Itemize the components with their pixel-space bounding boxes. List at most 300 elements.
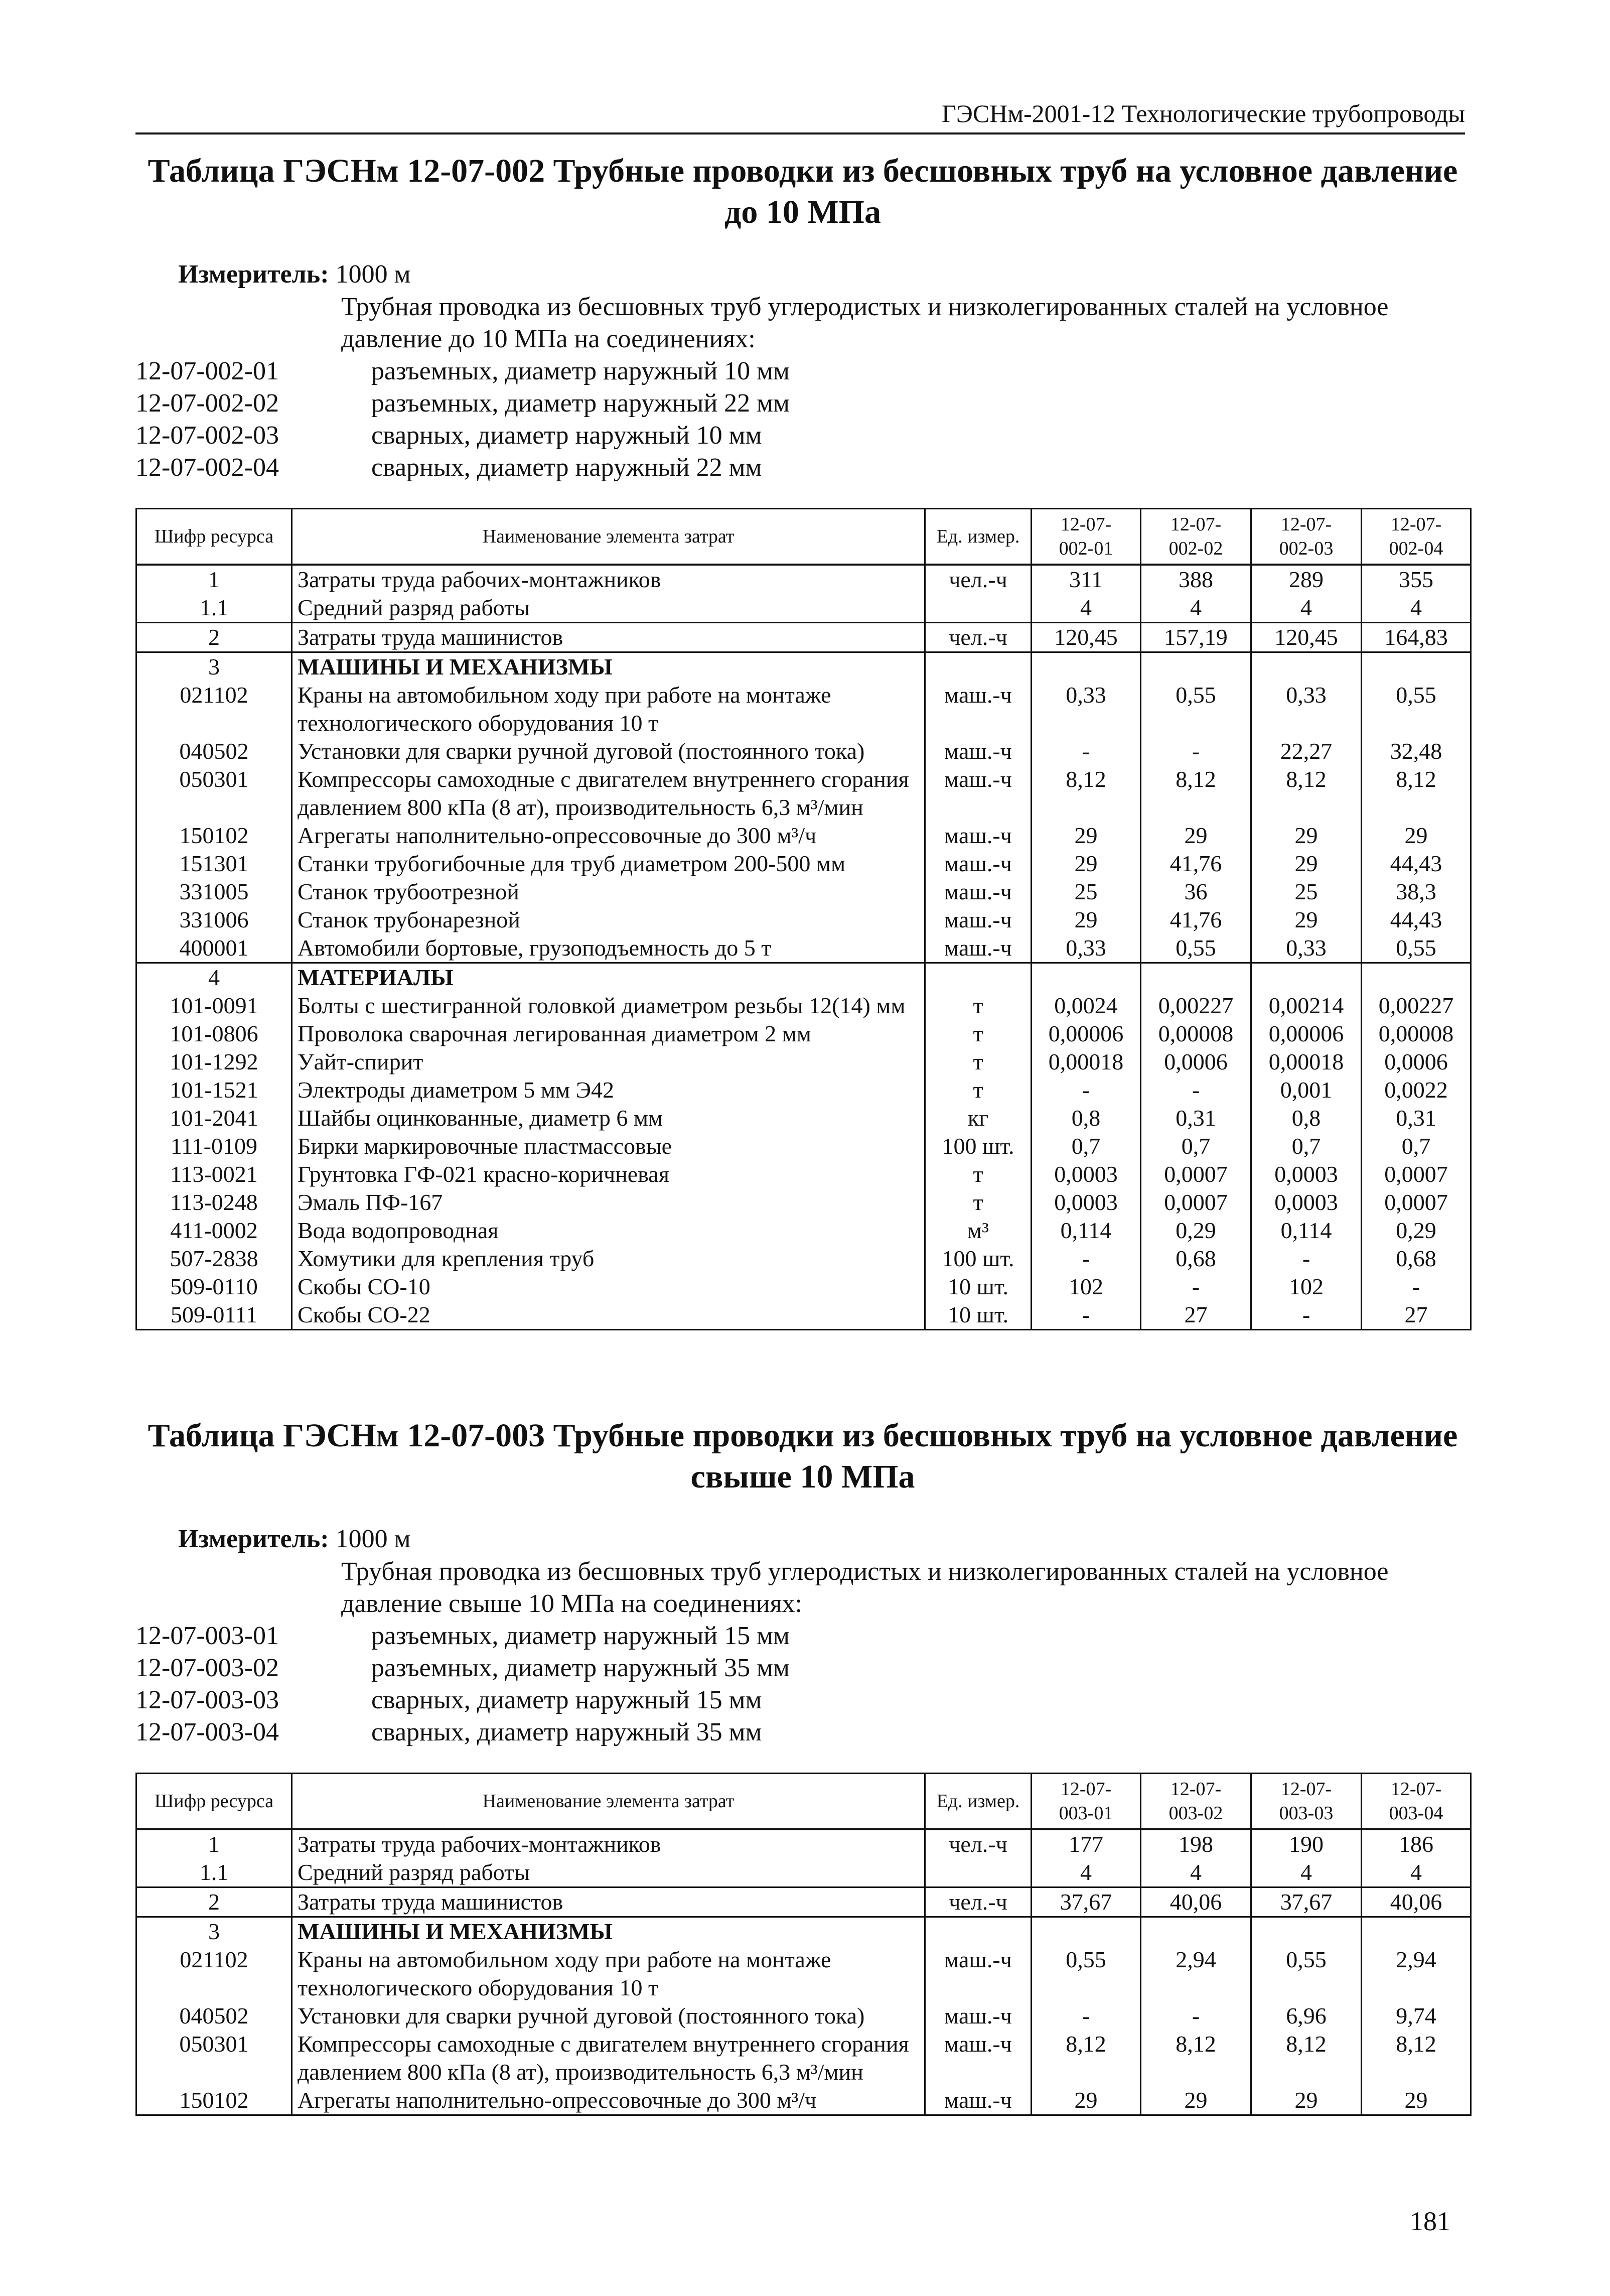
cell-value-3: 0,114 [1251, 1217, 1362, 1245]
header-unit: Ед. измер. [925, 1774, 1032, 1830]
cell-value-4: - [1362, 1273, 1471, 1301]
cell-name: Агрегаты наполнительно-опрессовочные до 300 м³/ч [292, 2086, 925, 2115]
cell-unit [925, 652, 1032, 682]
cell-value-2: 157,19 [1141, 623, 1251, 652]
cell-value-3: 289 [1251, 565, 1362, 594]
cell-value-4: 4 [1362, 594, 1471, 623]
variant-item [135, 1652, 1470, 1684]
cell-unit: т [925, 1076, 1032, 1104]
cell-name: Установки для сварки ручной дуговой (постоянного тока) [292, 737, 925, 765]
variant-description: сварных, диаметр наружный 15 мм [371, 1686, 762, 1714]
cell-name: Станки трубогибочные для труб диаметром 200-500 мм [292, 850, 925, 878]
cell-unit: чел.-ч [925, 1887, 1032, 1917]
variant-description: разъемных, диаметр наружный 15 мм [371, 1622, 790, 1650]
cell-name: Станок трубоотрезной [292, 878, 925, 906]
cell-value-2: 0,0007 [1141, 1188, 1251, 1217]
cell-value-4: 0,55 [1362, 934, 1471, 963]
cell-value-4: 0,7 [1362, 1132, 1471, 1160]
cell-unit: маш.-ч [925, 2002, 1032, 2030]
table-row [136, 1829, 1471, 1858]
cell-value-1 [1032, 963, 1141, 992]
cell-unit: маш.-ч [925, 822, 1032, 850]
cell-value-1: 0,00018 [1032, 1048, 1141, 1076]
cell-value-1: 8,12 [1032, 2030, 1141, 2086]
cell-unit [925, 1917, 1032, 1946]
variant-list [135, 1620, 1470, 1748]
cell-value-4: 0,0007 [1362, 1160, 1471, 1188]
cell-value-3: 0,55 [1251, 1946, 1362, 2002]
table-row [136, 623, 1471, 652]
cell-value-2: 29 [1141, 2086, 1251, 2115]
header-col-2: 12-07- 002-02 [1141, 509, 1251, 565]
cell-name: Болты с шестигранной головкой диаметром резьбы 12(14) мм [292, 992, 925, 1020]
cell-value-4: 0,00008 [1362, 1020, 1471, 1048]
variant-item [135, 1684, 1470, 1716]
cell-value-3: 0,8 [1251, 1104, 1362, 1132]
cell-value-1: - [1032, 1076, 1141, 1104]
cell-value-1: 0,33 [1032, 681, 1141, 737]
cell-value-3: 0,00214 [1251, 992, 1362, 1020]
cell-value-4: 0,31 [1362, 1104, 1471, 1132]
cell-value-2: 29 [1141, 822, 1251, 850]
cell-value-1 [1032, 652, 1141, 682]
cell-value-1: 0,7 [1032, 1132, 1141, 1160]
cell-unit: 10 шт. [925, 1273, 1032, 1301]
cell-unit: чел.-ч [925, 1829, 1032, 1858]
table-row [136, 822, 1471, 850]
variant-description: разъемных, диаметр наружный 10 мм [371, 357, 790, 385]
cell-value-1: - [1032, 737, 1141, 765]
variant-description: разъемных, диаметр наружный 22 мм [371, 389, 790, 418]
cell-value-2: 27 [1141, 1301, 1251, 1330]
table-row [136, 1048, 1471, 1076]
cell-code: 150102 [136, 822, 292, 850]
cell-value-1: 0,0003 [1032, 1160, 1141, 1188]
cell-code: 101-0806 [136, 1020, 292, 1048]
table-row [136, 1217, 1471, 1245]
cell-value-4: 164,83 [1362, 623, 1471, 652]
cell-value-2: - [1141, 1076, 1251, 1104]
table-row [136, 850, 1471, 878]
intro-line2: давление до 10 МПа на соединениях: [341, 325, 756, 353]
cell-value-3: 4 [1251, 594, 1362, 623]
cell-value-3 [1251, 1917, 1362, 1946]
cell-value-2: 0,68 [1141, 1245, 1251, 1273]
cell-code: 113-0021 [136, 1160, 292, 1188]
page-number: 181 [1410, 2206, 1450, 2236]
cell-value-1: 8,12 [1032, 765, 1141, 822]
cell-value-4: 0,29 [1362, 1217, 1471, 1245]
cell-unit: чел.-ч [925, 623, 1032, 652]
table-header-row [136, 1774, 1471, 1830]
intro-line1: Трубная проводка из бесшовных труб углеродистых и низколегированных сталей на условное [341, 293, 1389, 321]
header-col-3: 12-07- 002-03 [1251, 509, 1362, 565]
cell-unit: т [925, 1160, 1032, 1188]
table-row [136, 1020, 1471, 1048]
header-col-4: 12-07- 003-04 [1362, 1774, 1471, 1830]
variant-code: 12-07-003-03 [135, 1686, 279, 1714]
table-row [136, 594, 1471, 623]
cell-value-1: 120,45 [1032, 623, 1141, 652]
cell-value-4 [1362, 652, 1471, 682]
cell-code: 111-0109 [136, 1132, 292, 1160]
cell-code: 1 [136, 565, 292, 594]
cell-value-1: 0,114 [1032, 1217, 1141, 1245]
cell-code: 021102 [136, 1946, 292, 2002]
meter [135, 258, 1470, 291]
cell-value-2: 388 [1141, 565, 1251, 594]
cell-value-1 [1032, 1917, 1141, 1946]
header-code: Шифр ресурса [136, 1774, 292, 1830]
cell-value-3: 4 [1251, 1858, 1362, 1887]
variant-item [135, 355, 1470, 387]
cell-code: 331005 [136, 878, 292, 906]
header-name: Наименование элемента затрат [292, 509, 925, 565]
cell-name: Станок трубонарезной [292, 906, 925, 934]
cell-value-2 [1141, 963, 1251, 992]
cell-value-4: 9,74 [1362, 2002, 1471, 2030]
cell-value-2: 2,94 [1141, 1946, 1251, 2002]
header-col-1: 12-07- 002-01 [1032, 509, 1141, 565]
cell-name: Эмаль ПФ-167 [292, 1188, 925, 1217]
cell-name: Компрессоры самоходные с двигателем внутреннего сгорания давлением 800 кПа (8 ат), производительность 6,3 м³/мин [292, 765, 925, 822]
cell-code: 1.1 [136, 1858, 292, 1887]
cell-code: 3 [136, 652, 292, 682]
cell-name: Шайбы оцинкованные, диаметр 6 мм [292, 1104, 925, 1132]
header-col-2: 12-07- 003-02 [1141, 1774, 1251, 1830]
cell-value-3 [1251, 963, 1362, 992]
cell-value-1: 0,33 [1032, 934, 1141, 963]
cell-value-2: 0,7 [1141, 1132, 1251, 1160]
cell-unit: кг [925, 1104, 1032, 1132]
cell-value-2: 0,29 [1141, 1217, 1251, 1245]
cell-value-3: - [1251, 1245, 1362, 1273]
cell-value-2: 0,00227 [1141, 992, 1251, 1020]
cell-value-2: 36 [1141, 878, 1251, 906]
table-title [135, 151, 1470, 233]
cell-value-3: 29 [1251, 906, 1362, 934]
table-row [136, 1132, 1471, 1160]
cell-code: 150102 [136, 2086, 292, 2115]
table-row [136, 963, 1471, 992]
variant-item [135, 387, 1470, 420]
cell-value-4: 38,3 [1362, 878, 1471, 906]
cell-value-2: 0,0007 [1141, 1160, 1251, 1188]
cell-code: 2 [136, 1887, 292, 1917]
cell-name: Скобы СО-22 [292, 1301, 925, 1330]
running-header: ГЭСНм-2001-12 Технологические трубопроводы [135, 98, 1465, 134]
cell-code: 101-1521 [136, 1076, 292, 1104]
cell-value-2: - [1141, 1273, 1251, 1301]
cell-unit: т [925, 1188, 1032, 1217]
table-row [136, 652, 1471, 682]
cell-name: МАТЕРИАЛЫ [292, 963, 925, 992]
cell-value-4: 355 [1362, 565, 1471, 594]
cell-name: МАШИНЫ И МЕХАНИЗМЫ [292, 1917, 925, 1946]
table-title-line1: Таблица ГЭСНм 12-07-003 Трубные проводки из бесшовных труб на условное давление [148, 1417, 1458, 1454]
cell-unit: 100 шт. [925, 1245, 1032, 1273]
variant-code: 12-07-002-01 [135, 357, 279, 385]
header-col-1: 12-07- 003-01 [1032, 1774, 1141, 1830]
cell-value-4: 29 [1362, 822, 1471, 850]
table-row [136, 878, 1471, 906]
cell-value-2: 41,76 [1141, 906, 1251, 934]
cell-value-1: 29 [1032, 2086, 1141, 2115]
meter-value: 1000 м [335, 1525, 411, 1553]
cell-value-1: 4 [1032, 1858, 1141, 1887]
cell-code: 4 [136, 963, 292, 992]
cell-value-4: 44,43 [1362, 906, 1471, 934]
table-row [136, 1273, 1471, 1301]
table-row [136, 906, 1471, 934]
table-row [136, 1946, 1471, 2002]
cell-value-2: 0,55 [1141, 681, 1251, 737]
cell-name: Автомобили бортовые, грузоподъемность до 5 т [292, 934, 925, 963]
table-row [136, 2002, 1471, 2030]
cell-unit: маш.-ч [925, 2086, 1032, 2115]
cell-unit: 100 шт. [925, 1132, 1032, 1160]
cell-value-1: 37,67 [1032, 1887, 1141, 1917]
cell-unit: маш.-ч [925, 765, 1032, 822]
table-row [136, 565, 1471, 594]
norms-table [135, 508, 1472, 1330]
cell-value-3: 29 [1251, 850, 1362, 878]
cell-value-3: 29 [1251, 2086, 1362, 2115]
cell-code: 101-1292 [136, 1048, 292, 1076]
cell-unit: чел.-ч [925, 565, 1032, 594]
cell-code: 050301 [136, 2030, 292, 2086]
header-name: Наименование элемента затрат [292, 1774, 925, 1830]
cell-value-1: - [1032, 2002, 1141, 2030]
cell-value-1: 4 [1032, 594, 1141, 623]
cell-code: 1 [136, 1829, 292, 1858]
cell-value-3: 0,001 [1251, 1076, 1362, 1104]
cell-value-2: 8,12 [1141, 765, 1251, 822]
meter-label: Измеритель: [178, 260, 329, 289]
cell-value-4 [1362, 1917, 1471, 1946]
cell-value-1: 102 [1032, 1273, 1141, 1301]
cell-value-3: 8,12 [1251, 765, 1362, 822]
cell-value-1: - [1032, 1245, 1141, 1273]
cell-value-1: 0,0003 [1032, 1188, 1141, 1217]
cell-value-4: 4 [1362, 1858, 1471, 1887]
cell-code: 151301 [136, 850, 292, 878]
cell-value-2: 40,06 [1141, 1887, 1251, 1917]
cell-name: Затраты труда рабочих-монтажников [292, 565, 925, 594]
table-title-line1: Таблица ГЭСНм 12-07-002 Трубные проводки из бесшовных труб на условное давление [148, 153, 1458, 189]
table-row [136, 1104, 1471, 1132]
variant-item [135, 1620, 1470, 1652]
cell-value-4: 27 [1362, 1301, 1471, 1330]
cell-name: Скобы СО-10 [292, 1273, 925, 1301]
table-row [136, 1917, 1471, 1946]
cell-value-4: 29 [1362, 2086, 1471, 2115]
table-title [135, 1415, 1470, 1498]
cell-value-3: 120,45 [1251, 623, 1362, 652]
cell-value-2: 41,76 [1141, 850, 1251, 878]
intro-line2: давление свыше 10 МПа на соединениях: [341, 1589, 802, 1618]
cell-value-2: 0,0006 [1141, 1048, 1251, 1076]
cell-name: Затраты труда машинистов [292, 1887, 925, 1917]
cell-code: 021102 [136, 681, 292, 737]
cell-unit [925, 963, 1032, 992]
cell-unit: м³ [925, 1217, 1032, 1245]
cell-name: Проволока сварочная легированная диаметром 2 мм [292, 1020, 925, 1048]
cell-value-2: 0,00008 [1141, 1020, 1251, 1048]
table-row [136, 2086, 1471, 2115]
cell-unit: маш.-ч [925, 878, 1032, 906]
table-row [136, 1160, 1471, 1188]
cell-value-1: 311 [1032, 565, 1141, 594]
cell-name: Установки для сварки ручной дуговой (постоянного тока) [292, 2002, 925, 2030]
cell-value-3: 0,00006 [1251, 1020, 1362, 1048]
cell-name: МАШИНЫ И МЕХАНИЗМЫ [292, 652, 925, 682]
cell-value-3: 0,0003 [1251, 1160, 1362, 1188]
cell-value-4: 2,94 [1362, 1946, 1471, 2002]
table-section-12-07-002 [135, 151, 1470, 1330]
cell-value-3: 25 [1251, 878, 1362, 906]
table-row [136, 2030, 1471, 2086]
cell-value-1: 29 [1032, 906, 1141, 934]
cell-code: 050301 [136, 765, 292, 822]
header-code: Шифр ресурса [136, 509, 292, 565]
cell-value-2: 4 [1141, 594, 1251, 623]
cell-value-3: 0,00018 [1251, 1048, 1362, 1076]
cell-value-1: 0,55 [1032, 1946, 1141, 2002]
table-title-line2: свыше 10 МПа [690, 1458, 915, 1495]
table-row [136, 1858, 1471, 1887]
variant-description: сварных, диаметр наружный 22 мм [371, 453, 762, 482]
cell-code: 113-0248 [136, 1188, 292, 1217]
cell-code: 1.1 [136, 594, 292, 623]
cell-code: 411-0002 [136, 1217, 292, 1245]
cell-value-2: 4 [1141, 1858, 1251, 1887]
cell-value-4: 0,0006 [1362, 1048, 1471, 1076]
meter [135, 1523, 1470, 1556]
variant-description: разъемных, диаметр наружный 35 мм [371, 1654, 790, 1682]
header-col-3: 12-07- 003-03 [1251, 1774, 1362, 1830]
cell-value-3: 37,67 [1251, 1887, 1362, 1917]
cell-unit: маш.-ч [925, 1946, 1032, 2002]
cell-code: 509-0110 [136, 1273, 292, 1301]
cell-value-4: 0,0022 [1362, 1076, 1471, 1104]
cell-value-1: 0,0024 [1032, 992, 1141, 1020]
cell-value-2 [1141, 1917, 1251, 1946]
variant-item [135, 420, 1470, 452]
cell-value-1: 0,8 [1032, 1104, 1141, 1132]
table-row [136, 934, 1471, 963]
cell-value-3: 0,0003 [1251, 1188, 1362, 1217]
cell-name: Хомутики для крепления труб [292, 1245, 925, 1273]
cell-value-3: 8,12 [1251, 2030, 1362, 2086]
cell-name: Затраты труда машинистов [292, 623, 925, 652]
cell-value-2: 8,12 [1141, 2030, 1251, 2086]
variant-code: 12-07-003-04 [135, 1718, 279, 1746]
cell-name: Агрегаты наполнительно-опрессовочные до 300 м³/ч [292, 822, 925, 850]
variant-list [135, 355, 1470, 484]
meter-value: 1000 м [335, 260, 411, 289]
variant-code: 12-07-002-02 [135, 389, 279, 418]
cell-unit: маш.-ч [925, 850, 1032, 878]
cell-value-3: 22,27 [1251, 737, 1362, 765]
cell-value-1: 0,00006 [1032, 1020, 1141, 1048]
cell-name: Электроды диаметром 5 мм Э42 [292, 1076, 925, 1104]
cell-unit: маш.-ч [925, 906, 1032, 934]
cell-value-4: 40,06 [1362, 1887, 1471, 1917]
intro-line1: Трубная проводка из бесшовных труб углеродистых и низколегированных сталей на условное [341, 1557, 1389, 1586]
cell-value-4 [1362, 963, 1471, 992]
cell-name: Затраты труда рабочих-монтажников [292, 1829, 925, 1858]
cell-code: 040502 [136, 737, 292, 765]
cell-name: Краны на автомобильном ходу при работе на монтаже технологического оборудования 10 т [292, 681, 925, 737]
cell-value-1: 29 [1032, 850, 1141, 878]
norms-table [135, 1773, 1472, 2116]
table-title-line2: до 10 МПа [724, 194, 882, 230]
cell-value-1: - [1032, 1301, 1141, 1330]
cell-name: Компрессоры самоходные с двигателем внутреннего сгорания давлением 800 кПа (8 ат), производительность 6,3 м³/мин [292, 2030, 925, 2086]
cell-name: Средний разряд работы [292, 594, 925, 623]
cell-value-4: 0,55 [1362, 681, 1471, 737]
cell-name: Средний разряд работы [292, 1858, 925, 1887]
header-col-4: 12-07- 002-04 [1362, 509, 1471, 565]
cell-code: 3 [136, 1917, 292, 1946]
table-row [136, 1301, 1471, 1330]
cell-value-4: 0,0007 [1362, 1188, 1471, 1217]
intro-text [135, 1556, 1470, 1620]
cell-name: Уайт-спирит [292, 1048, 925, 1076]
cell-value-1: 25 [1032, 878, 1141, 906]
cell-value-2: 198 [1141, 1829, 1251, 1858]
cell-code: 040502 [136, 2002, 292, 2030]
cell-value-4: 186 [1362, 1829, 1471, 1858]
cell-value-3 [1251, 652, 1362, 682]
cell-value-4: 44,43 [1362, 850, 1471, 878]
table-row [136, 765, 1471, 822]
variant-code: 12-07-002-04 [135, 453, 279, 482]
table-row [136, 992, 1471, 1020]
cell-value-2: - [1141, 2002, 1251, 2030]
cell-unit: маш.-ч [925, 2030, 1032, 2086]
cell-value-4: 8,12 [1362, 765, 1471, 822]
cell-value-3: 190 [1251, 1829, 1362, 1858]
variant-item [135, 452, 1470, 484]
cell-value-3: 29 [1251, 822, 1362, 850]
cell-value-4: 32,48 [1362, 737, 1471, 765]
cell-unit: маш.-ч [925, 681, 1032, 737]
table-row [136, 681, 1471, 737]
cell-code: 2 [136, 623, 292, 652]
cell-unit: 10 шт. [925, 1301, 1032, 1330]
table-row [136, 1245, 1471, 1273]
cell-unit: т [925, 1048, 1032, 1076]
cell-unit: маш.-ч [925, 934, 1032, 963]
cell-name: Бирки маркировочные пластмассовые [292, 1132, 925, 1160]
cell-name: Краны на автомобильном ходу при работе на монтаже технологического оборудования 10 т [292, 1946, 925, 2002]
cell-value-3: - [1251, 1301, 1362, 1330]
cell-value-3: 102 [1251, 1273, 1362, 1301]
header-unit: Ед. измер. [925, 509, 1032, 565]
cell-value-3: 0,33 [1251, 681, 1362, 737]
table-row [136, 1887, 1471, 1917]
cell-unit [925, 594, 1032, 623]
cell-value-4: 8,12 [1362, 2030, 1471, 2086]
cell-name: Вода водопроводная [292, 1217, 925, 1245]
table-section-12-07-003 [135, 1415, 1470, 2116]
cell-unit: маш.-ч [925, 737, 1032, 765]
cell-value-4: 0,68 [1362, 1245, 1471, 1273]
intro-text [135, 291, 1470, 355]
table-row [136, 1076, 1471, 1104]
